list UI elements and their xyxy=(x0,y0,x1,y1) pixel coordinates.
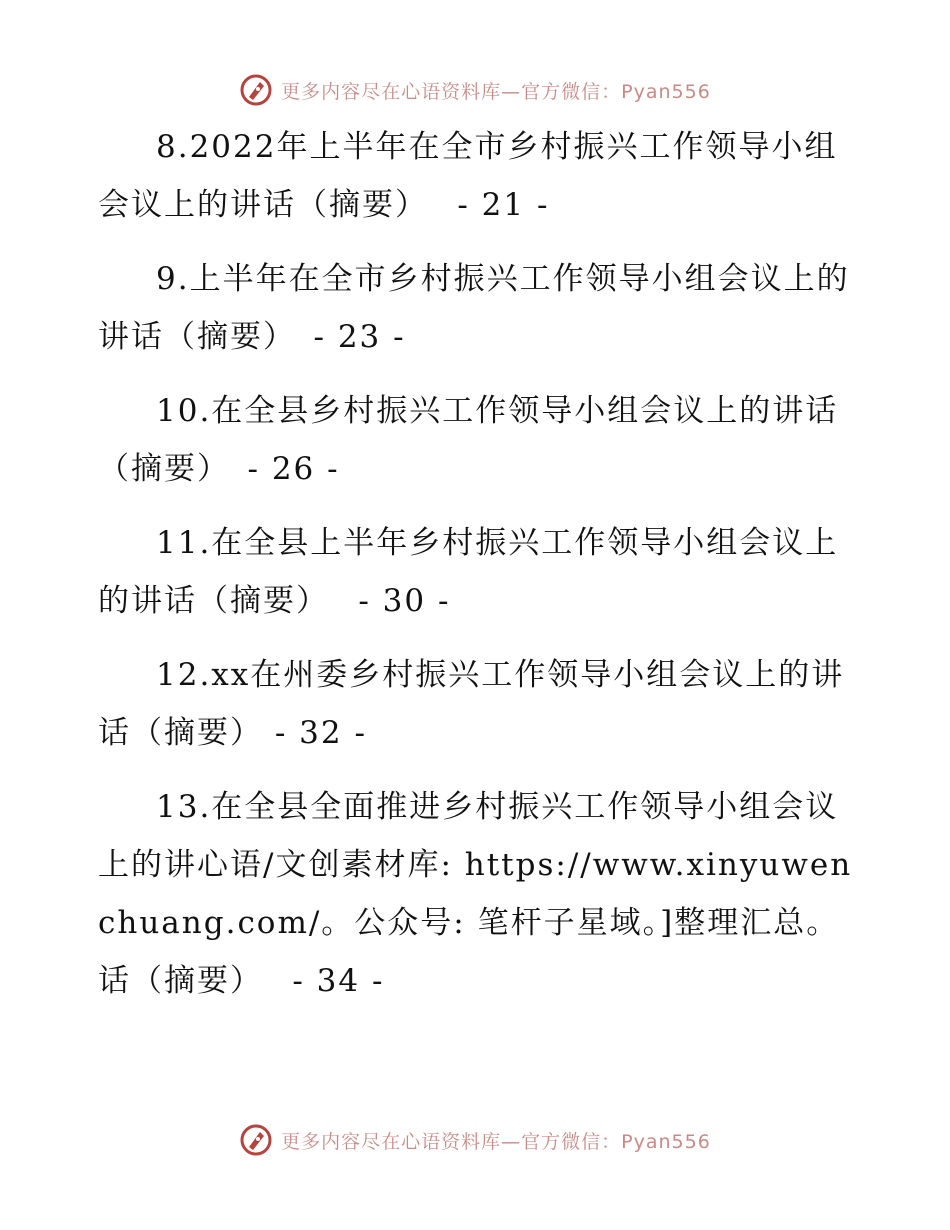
pen-nib-circle-icon xyxy=(239,1123,273,1157)
watermark-text: 更多内容尽在心语资料库—官方微信：Pyan556 xyxy=(281,80,711,103)
watermark-header xyxy=(0,70,950,110)
toc-list xyxy=(98,118,868,1026)
toc-entry-12: 12.xx在州委乡村振兴工作领导小组会议上的讲话（摘要） - 32 - xyxy=(98,657,845,751)
toc-entry-11: 11.在全县上半年乡村振兴工作领导小组会议上的讲话（摘要） - 30 - xyxy=(98,525,839,619)
toc-entry-10: 10.在全县乡村振兴工作领导小组会议上的讲话（摘要） - 26 - xyxy=(98,393,839,487)
watermark-footer xyxy=(0,1120,950,1160)
toc-entry-9: 9.上半年在全市乡村振兴工作领导小组会议上的讲话（摘要） - 23 - xyxy=(98,261,850,355)
watermark-text: 更多内容尽在心语资料库—官方微信：Pyan556 xyxy=(281,1130,711,1153)
toc-entry-13: 13.在全县全面推进乡村振兴工作领导小组会议上的讲心语/文创素材库: https://www.xinyuwenchuang.com/。公众号: 笔杆子星域。]整理汇总。话（摘要） - 34 - xyxy=(98,789,853,999)
pen-nib-circle-icon xyxy=(239,73,273,107)
toc-entry-8: 8.2022年上半年在全市乡村振兴工作领导小组会议上的讲话（摘要） - 21 - xyxy=(98,129,838,223)
